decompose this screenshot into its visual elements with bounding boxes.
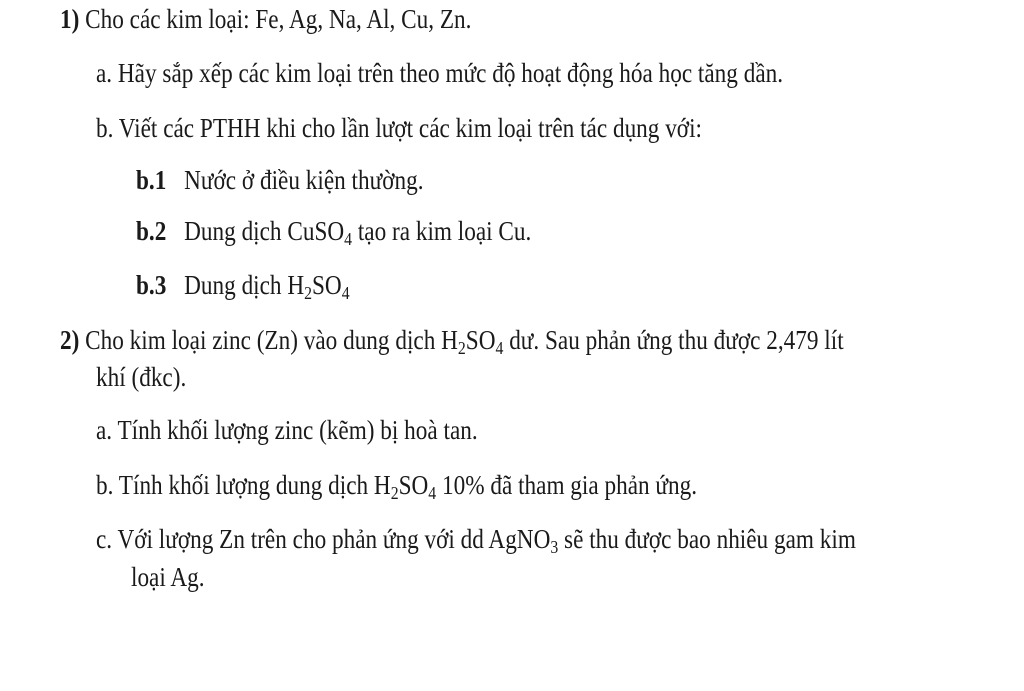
q2-a-text: Tính khối lượng zinc (kẽm) bị hoà tan. <box>117 415 478 445</box>
q2-c-line2-text: loại Ag. <box>131 562 205 592</box>
q1-b-line <box>96 111 702 145</box>
q2-number: 2) <box>60 325 80 355</box>
q1-b3-text-before: Dung dịch H <box>184 270 305 300</box>
q1-b1-text: Nước ở điều kiện thường. <box>184 165 424 195</box>
q2-subscript-2: 4 <box>495 338 504 359</box>
q2-line-1 <box>60 323 844 357</box>
q1-b-text: Viết các PTHH khi cho lần lượt các kim loại trên tác dụng với: <box>118 113 702 143</box>
q1-line <box>60 2 471 36</box>
q1-b3-line <box>136 268 350 302</box>
q2-b-mid: SO <box>398 470 429 500</box>
q2-b-subscript-1: 2 <box>390 483 399 504</box>
q2-a-line <box>96 413 478 447</box>
q2-b-label: b. <box>96 470 114 500</box>
q2-b-text-after: 10% đã tham gia phản ứng. <box>436 470 698 500</box>
q2-b-subscript-2: 4 <box>428 483 437 504</box>
q2-text-after: dư. Sau phản ứng thu được 2,479 lít <box>503 325 844 355</box>
q2-line2-text: khí (đkc). <box>96 362 187 392</box>
q1-text: Cho các kim loại: Fe, Ag, Na, Al, Cu, Zn. <box>85 4 472 34</box>
q2-a-label: a. <box>96 415 113 445</box>
q1-b1-line <box>136 163 424 197</box>
q2-c-line-2 <box>131 560 205 594</box>
q2-c-line-1 <box>96 522 856 556</box>
q1-a-label: a. <box>96 58 113 88</box>
q2-c-label: c. <box>96 524 113 554</box>
q1-b-label: b. <box>96 113 114 143</box>
q1-b2-text-after: tạo ra kim loại Cu. <box>352 216 532 246</box>
q1-b1-label: b.1 <box>136 165 167 195</box>
q1-b3-subscript-1: 2 <box>304 283 313 304</box>
q2-c-text-after: sẽ thu được bao nhiêu gam kim <box>558 524 856 554</box>
q2-text-before: Cho kim loại zinc (Zn) vào dung dịch H <box>85 325 458 355</box>
q1-b2-subscript: 4 <box>344 229 353 250</box>
q1-b2-label: b.2 <box>136 216 167 246</box>
q2-mid: SO <box>465 325 496 355</box>
q1-number: 1) <box>60 4 80 34</box>
q1-a-line <box>96 56 783 90</box>
q2-b-text-before: Tính khối lượng dung dịch H <box>118 470 391 500</box>
q2-subscript-1: 2 <box>457 338 466 359</box>
q1-a-text: Hãy sắp xếp các kim loại trên theo mức độ hoạt động hóa học tăng dần. <box>117 58 784 88</box>
q2-line-2 <box>96 360 186 394</box>
q1-b2-text-before: Dung dịch CuSO <box>184 216 345 246</box>
q2-b-line <box>96 468 697 502</box>
q2-c-text-before: Với lượng Zn trên cho phản ứng với dd AgNO <box>117 524 551 554</box>
q1-b3-subscript-2: 4 <box>341 283 350 304</box>
q2-c-subscript: 3 <box>550 537 559 558</box>
q1-b2-line <box>136 214 531 248</box>
q1-b3-label: b.3 <box>136 270 167 300</box>
q1-b3-mid: SO <box>312 270 342 300</box>
